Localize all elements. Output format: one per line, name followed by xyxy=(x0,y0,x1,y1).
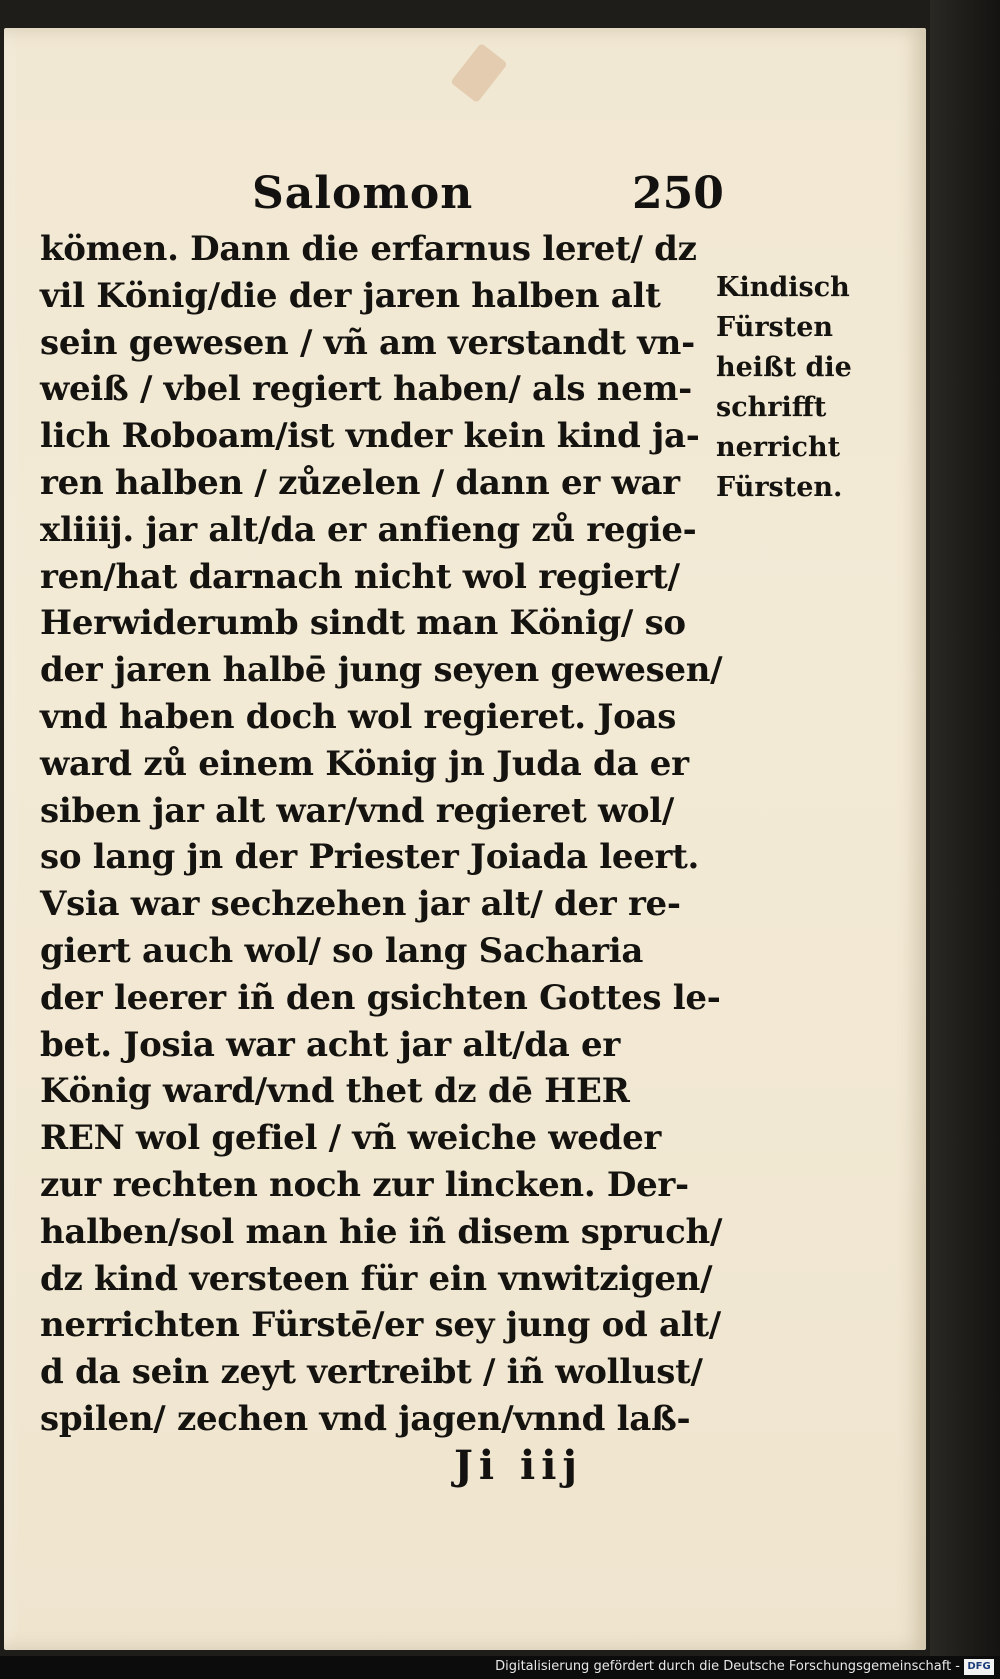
text-line: so lang jn der Priester Joiada leert. xyxy=(40,837,700,878)
text-line: REN wol gefiel / vñ weiche weder xyxy=(40,1118,662,1159)
text-line: Vsia war sechzehen jar alt/ der re- xyxy=(40,884,681,925)
text-line: ren halben / zůzelen / dann er war xyxy=(40,462,680,503)
text-line: ward zů einem König jn Juda da er xyxy=(40,743,689,784)
text-line: der jaren halbē jung seyen gewesen/ xyxy=(40,650,723,691)
text-line: xliiij. jar alt/da er anfieng zů regie- xyxy=(40,509,697,550)
marginal-note xyxy=(716,268,852,508)
marginal-note-line: Fürsten. xyxy=(716,472,843,503)
text-line: d da sein zeyt vertreibt / iñ wollust/ xyxy=(40,1352,703,1393)
marginal-note-line: Kindisch xyxy=(716,272,850,303)
text-line: nerrichten Fürstē/er sey jung od alt/ xyxy=(40,1305,721,1346)
text-line: giert auch wol/ so lang Sacharia xyxy=(40,930,644,971)
text-line: Herwiderumb sindt man König/ so xyxy=(40,603,686,644)
marginal-note-line: schrifft xyxy=(716,392,827,423)
book-edge-shadow xyxy=(930,0,1000,1679)
marginal-note-line: heißt die xyxy=(716,352,852,383)
marginal-note-line: Fürsten xyxy=(716,312,834,343)
text-line: dz kind versteen für ein vnwitzigen/ xyxy=(40,1258,713,1299)
text-line: halben/sol man hie iñ disem spruch/ xyxy=(40,1211,723,1252)
text-line: König ward/vnd thet dz dē HER xyxy=(40,1071,630,1112)
text-line: vil König/die der jaren halben alt xyxy=(40,275,661,316)
text-line: zur rechten noch zur lincken. Der- xyxy=(40,1164,689,1205)
footer-bar xyxy=(0,1656,1000,1679)
text-line: weiß / vbel regiert haben/ als nem- xyxy=(40,369,692,410)
body-text-block xyxy=(40,226,723,1443)
marginal-note-line: nerricht xyxy=(716,432,841,463)
running-title: Salomon xyxy=(252,168,474,219)
digitization-credit: Digitalisierung gefördert durch die Deutsche Forschungsgemeinschaft - xyxy=(495,1659,960,1674)
text-line: lich Roboam/ist vnder kein kind ja- xyxy=(40,416,700,457)
text-line: siben jar alt war/vnd regieret wol/ xyxy=(40,790,675,831)
text-line: kömen. Dann die erfarnus leret/ dz xyxy=(40,229,697,269)
text-line: ren/hat darnach nicht wol regiert/ xyxy=(40,556,680,597)
page-number: 250 xyxy=(632,168,724,219)
paper-stain xyxy=(450,43,508,103)
dfg-logo: DFG xyxy=(964,1659,994,1675)
page-header xyxy=(4,168,724,228)
text-line: sein gewesen / vñ am verstandt vn- xyxy=(40,322,695,363)
text-line: spilen/ zechen vnd jagen/vnnd laß- xyxy=(40,1398,691,1439)
signature-mark: Ji iij xyxy=(454,1442,583,1489)
book-page xyxy=(4,28,926,1650)
text-line: vnd haben doch wol regieret. Joas xyxy=(40,696,677,737)
text-line: der leerer iñ den gsichten Gottes le- xyxy=(40,977,721,1018)
text-line: bet. Josia war acht jar alt/da er xyxy=(40,1024,620,1065)
